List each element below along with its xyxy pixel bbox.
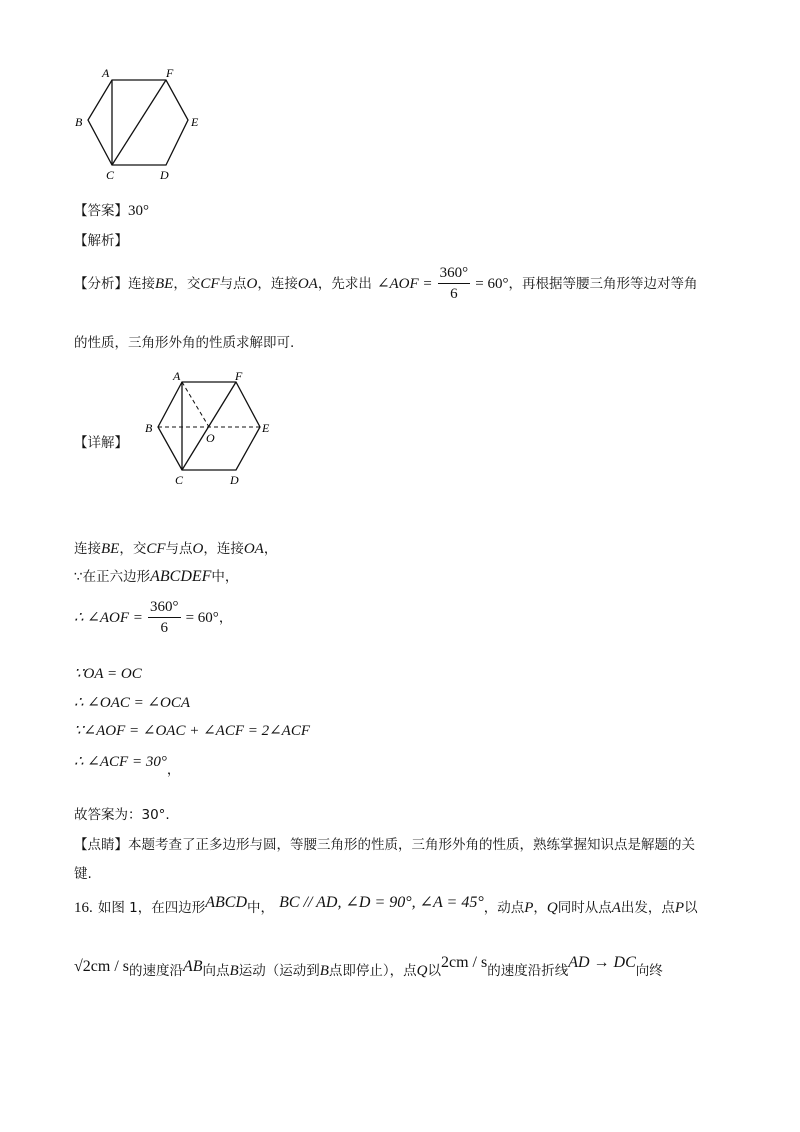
q16-text: 向终 <box>635 963 663 979</box>
q16-text: 以 <box>684 900 698 916</box>
hexagon-figure-1 <box>70 62 220 187</box>
step-text: ，交 <box>119 541 147 557</box>
label-b: B <box>145 421 153 435</box>
segment-ao-dashed <box>182 382 209 427</box>
step-6: ∵∠AOF = ∠OAC + ∠ACF = 2∠ACF <box>74 723 311 739</box>
fenxi-tag: 【分析】 <box>74 276 128 292</box>
q16-math: B <box>319 963 329 979</box>
dianjing-line-1 <box>74 833 695 853</box>
q16-text: 向点 <box>202 963 230 979</box>
q16-text: 如图 1，在四边形 <box>97 900 206 916</box>
analysis-tag: 【解析】 <box>74 233 128 249</box>
step-2 <box>74 565 238 586</box>
step-math: OA <box>243 541 264 557</box>
label-c: C <box>175 473 184 487</box>
label-c: C <box>106 168 115 182</box>
q16-math: ABCD <box>205 894 248 911</box>
fenxi-eq: = 60° <box>475 276 509 292</box>
step-math: = 60° <box>185 610 219 626</box>
step-math: BE <box>101 541 120 557</box>
segment-cf <box>112 80 166 165</box>
question-number: 16. <box>74 900 93 916</box>
step-4: ∵OA = OC <box>74 666 142 682</box>
hexagon-figure-2 <box>140 370 290 492</box>
dianjing-tag: 【点睛】 <box>74 837 128 853</box>
dianjing-line-2: 键. <box>74 866 92 882</box>
step-fraction <box>148 597 181 638</box>
step-text: 中， <box>211 569 239 585</box>
fraction-numerator: 360° <box>438 263 471 284</box>
q16-text: 的速度沿折线 <box>487 963 569 979</box>
q16-text: ，动点 <box>483 900 525 916</box>
step-math: ∴ ∠AOF = <box>74 610 143 626</box>
fenxi-text: ，先求出 <box>317 276 372 292</box>
q16-math: A <box>611 900 621 916</box>
q16-text: 中， <box>247 900 275 916</box>
label-d: D <box>160 168 169 182</box>
fenxi-be: BE <box>155 276 174 292</box>
q16-math: Q <box>546 900 558 916</box>
label-e: E <box>262 421 270 435</box>
hexagon-outline <box>88 80 188 165</box>
fenxi-text: ，连接 <box>257 276 298 292</box>
step-3 <box>74 594 232 640</box>
q16-text: 同时从点 <box>557 900 612 916</box>
step-text: ， <box>263 541 278 557</box>
q16-text: 运动（运动到 <box>238 963 320 979</box>
step-text: ，连接 <box>203 541 244 557</box>
q16-text: 以 <box>427 963 441 979</box>
fenxi-cf: CF <box>200 276 220 292</box>
label-f: F <box>166 66 174 80</box>
label-f: F <box>235 370 243 383</box>
fenxi-o: O <box>246 276 258 292</box>
question-16-line-2 <box>74 954 663 979</box>
fraction-numerator: 360° <box>148 597 181 618</box>
label-a: A <box>173 370 181 383</box>
step-7 <box>74 750 181 778</box>
step-math: ∴ ∠ACF = 30° <box>74 754 167 770</box>
label-a: A <box>102 66 110 80</box>
q16-speed-1: √2cm / s <box>74 958 129 975</box>
fenxi-line-1 <box>74 258 697 308</box>
step-math: ABCDEF <box>150 568 212 585</box>
answer-line <box>74 199 149 220</box>
fraction-denominator: 6 <box>160 620 168 636</box>
step-math: O <box>192 541 204 557</box>
step-text: 与点 <box>165 541 193 557</box>
fenxi-line-2: 的性质，三角形外角的性质求解即可. <box>74 335 295 351</box>
fenxi-text: 连接 <box>128 276 155 292</box>
q16-text: 点即停止），点 <box>328 963 417 979</box>
step-text: 连接 <box>74 541 101 557</box>
step-math: CF <box>146 541 166 557</box>
q16-conditions: BC // AD, ∠D = 90°, ∠A = 45° <box>279 894 484 911</box>
question-16-line-1 <box>74 896 698 917</box>
fenxi-angle: ∠AOF = <box>376 276 433 292</box>
q16-math: B <box>229 963 239 979</box>
q16-text: 出发，点 <box>620 900 675 916</box>
fenxi-text: ，再根据等腰三角形等边对等角 <box>508 276 698 292</box>
fenxi-text: ，交 <box>173 276 201 292</box>
q16-speed-2: 2cm / s <box>440 954 488 971</box>
fraction-denominator: 6 <box>450 286 458 302</box>
q16-path: AD → DC <box>568 954 636 971</box>
fenxi-oa: OA <box>297 276 318 292</box>
label-o: O <box>206 431 215 445</box>
answer-tag: 【答案】 <box>74 203 128 219</box>
label-d: D <box>230 473 239 487</box>
step-8: 故答案为：30°. <box>74 807 170 823</box>
q16-text: ， <box>533 900 547 916</box>
answer-value: 30° <box>128 203 149 219</box>
fenxi-text: 与点 <box>219 276 247 292</box>
step-text: ， <box>218 610 233 626</box>
label-e: E <box>191 115 199 129</box>
step-1 <box>74 537 277 558</box>
step-text: ， <box>166 762 181 778</box>
step-5: ∴ ∠OAC = ∠OCA <box>74 695 191 711</box>
fenxi-fraction <box>438 263 471 304</box>
q16-math: P <box>524 900 534 916</box>
q16-text: 的速度沿 <box>129 963 183 979</box>
step-text: ∵在正六边形 <box>74 569 151 585</box>
q16-math: Q <box>416 963 428 979</box>
dianjing-text: 本题考查了正多边形与圆，等腰三角形的性质，三角形外角的性质，熟练掌握知识点是解题的关 <box>128 837 695 853</box>
q16-math: AB <box>183 958 203 975</box>
label-b: B <box>75 115 83 129</box>
detail-tag: 【详解】 <box>74 435 128 451</box>
q16-math: P <box>674 900 685 916</box>
